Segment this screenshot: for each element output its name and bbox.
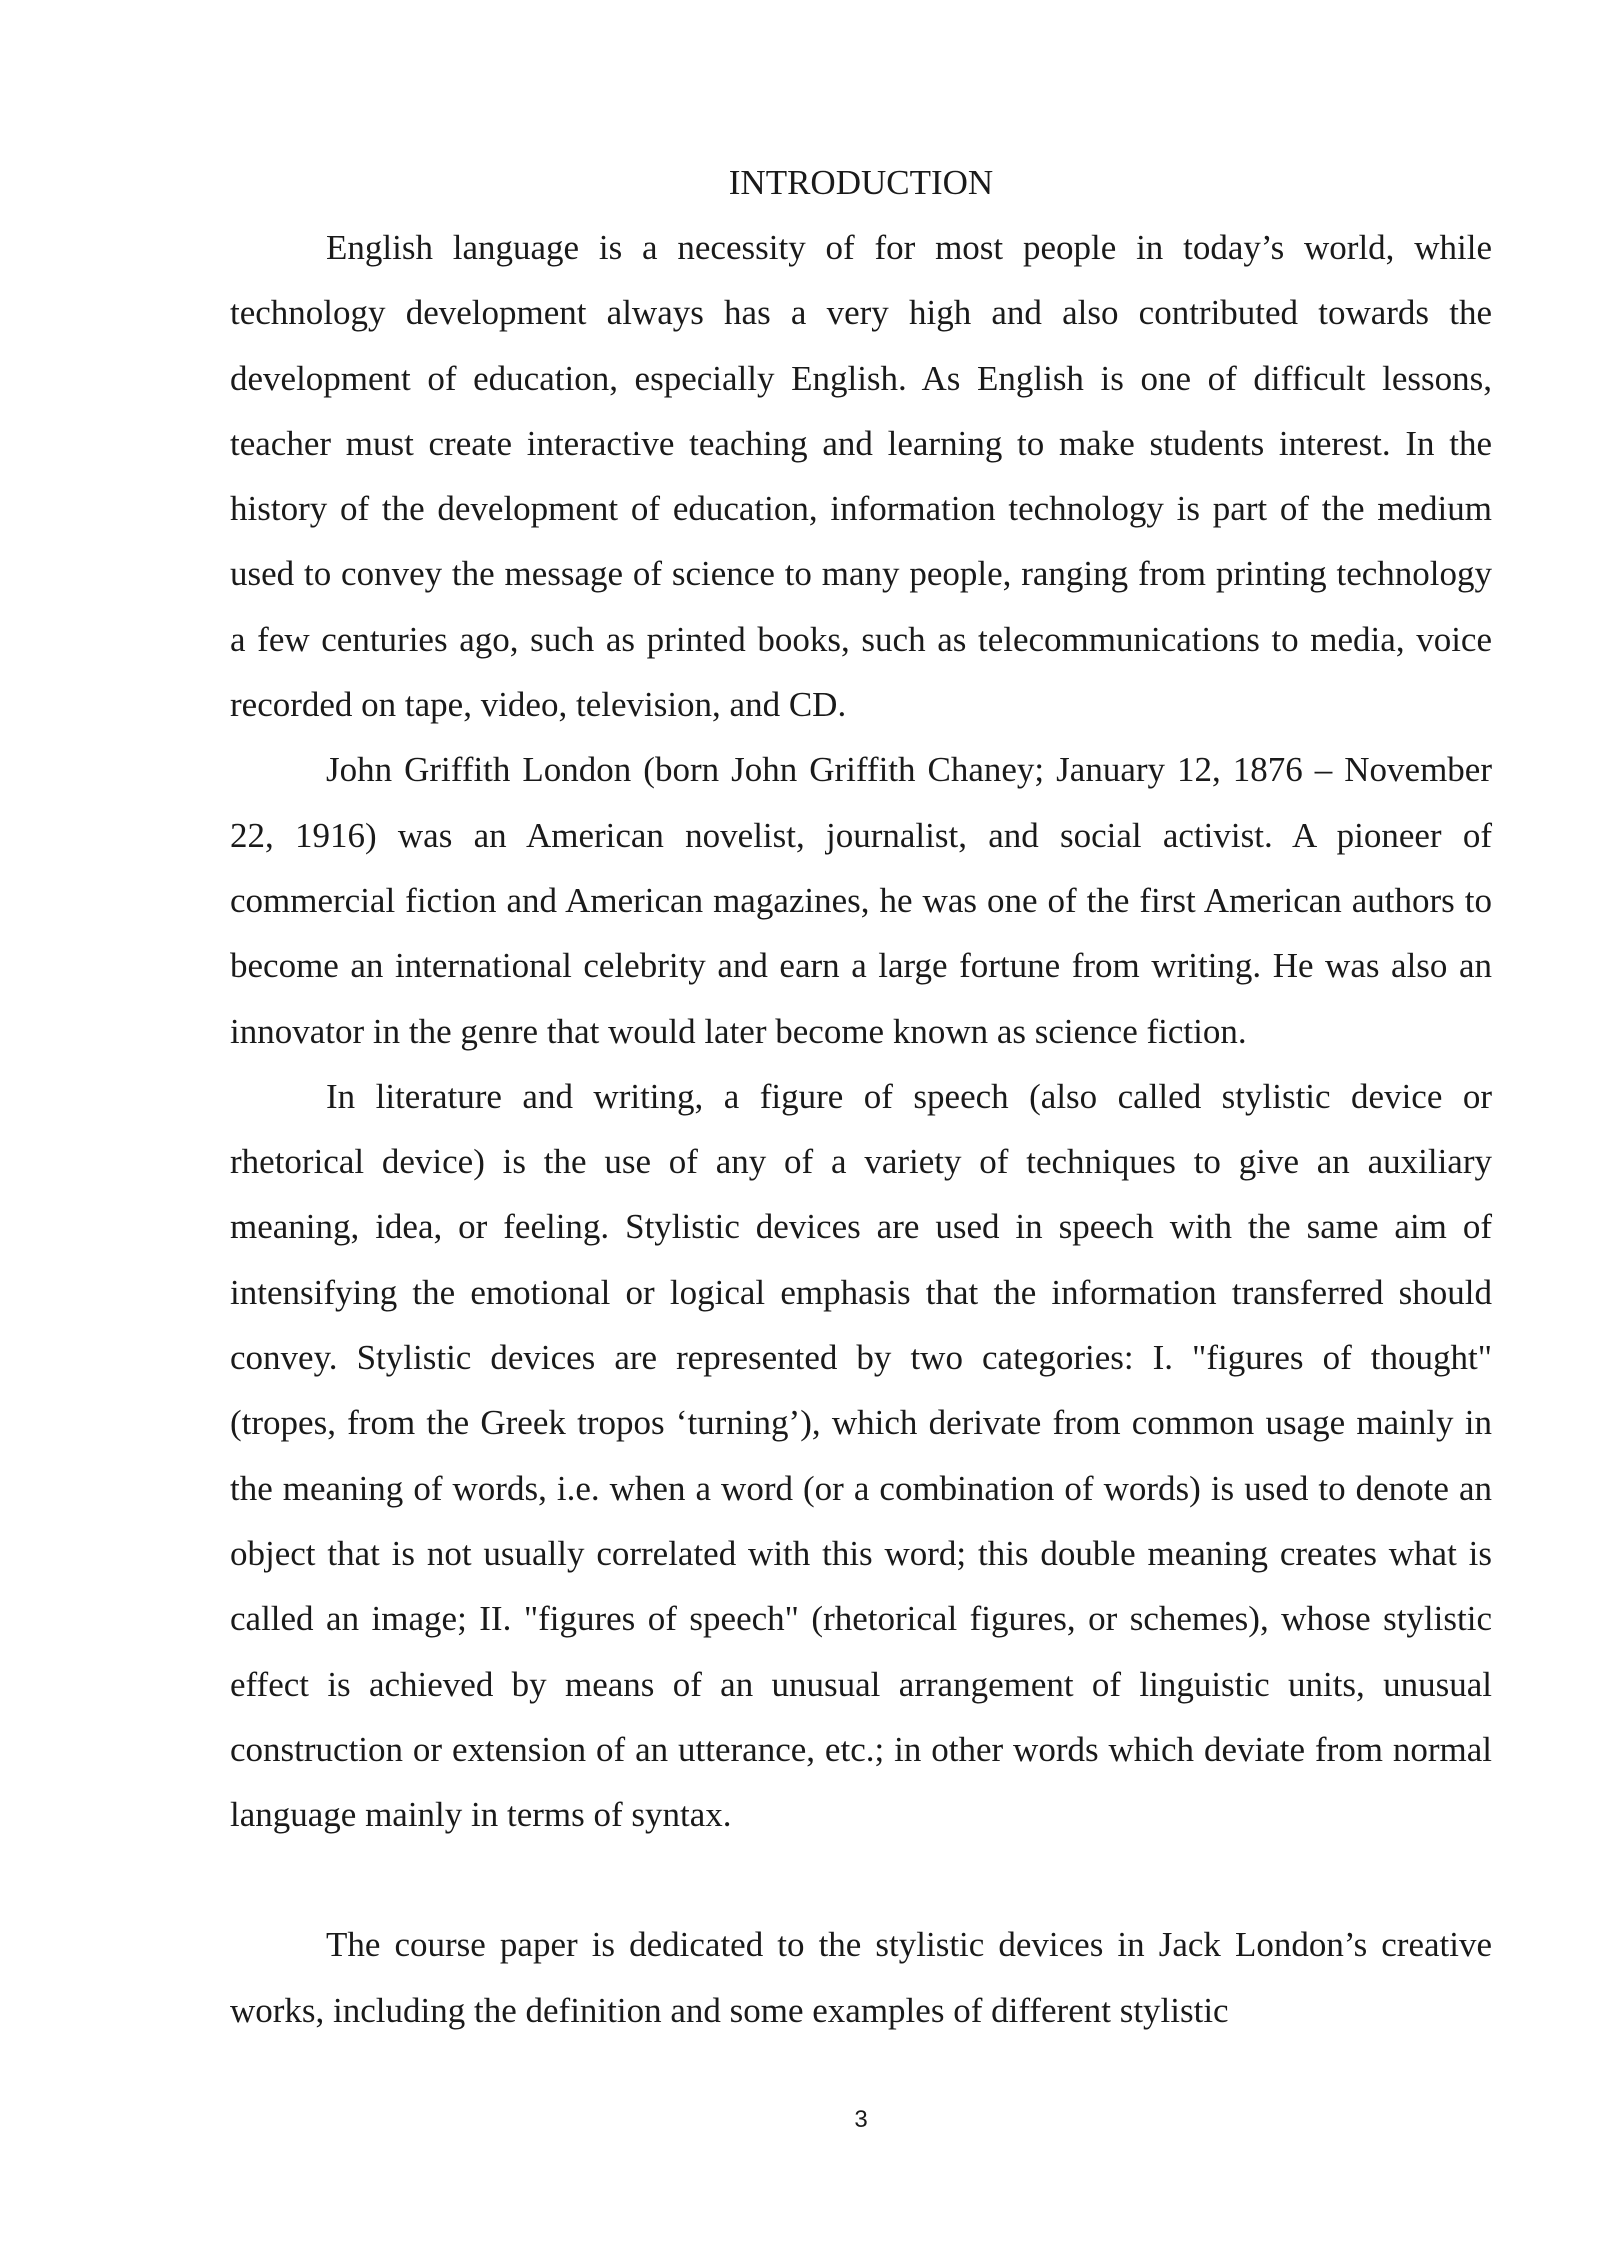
paragraph-jack-london: John Griffith London (born John Griffith Chaney; January 12, 1876 – November 22, 1916) was an American novelist, journalist, and social activist. A pioneer of commercial fiction and American magazines, he was one of the first American authors to become an international celebrity and earn a large fortune from writing. He was also an innovator in the genre that would later become known as science fiction.: [230, 750, 1492, 1051]
section-title: INTRODUCTION: [728, 163, 994, 202]
paragraph-figure-of-speech: In literature and writing, a figure of speech (also called stylistic device or rhetorical device) is the use of any of a variety of techniques to give an auxiliary meaning, idea, or feeling. Stylistic devices are used in speech with the same aim of intensifying the emotional or logical emphasis that the information transferred should convey. Stylistic devices are represented by two categories: I. "figures of thought" (tropes, from the Greek tropos ‘turning’), which derivate from common usage mainly in the meaning of words, i.e. when a word (or a combination of words) is used to denote an object that is not usually correlated with this word; this double meaning creates what is called an image; II. "figures of speech" (rhetorical figures, or schemes), whose stylistic effect is achieved by means of an unusual arrangement of linguistic units, unusual construction or extension of an utterance, etc.; in other words which deviate from normal language mainly in terms of syntax.: [230, 1076, 1492, 1835]
paragraph-spacer: [230, 1847, 1492, 1912]
page-content: [230, 150, 1492, 2043]
page-number: 3: [854, 2106, 868, 2133]
paragraph-course-paper: The course paper is dedicated to the stylistic devices in Jack London’s creative works, including the definition and some examples of different stylistic: [230, 1925, 1492, 2030]
paragraph-english-technology: English language is a necessity of for most people in today’s world, while technology development always has a very high and also contributed towards the development of education, especially English. As English is one of difficult lessons, teacher must create interactive teaching and learning to make students interest. In the history of the development of education, information technology is part of the medium used to convey the message of science to many people, ranging from printing technology a few centuries ago, such as printed books, such as telecommunications to media, voice recorded on tape, video, television, and CD.: [230, 228, 1492, 725]
